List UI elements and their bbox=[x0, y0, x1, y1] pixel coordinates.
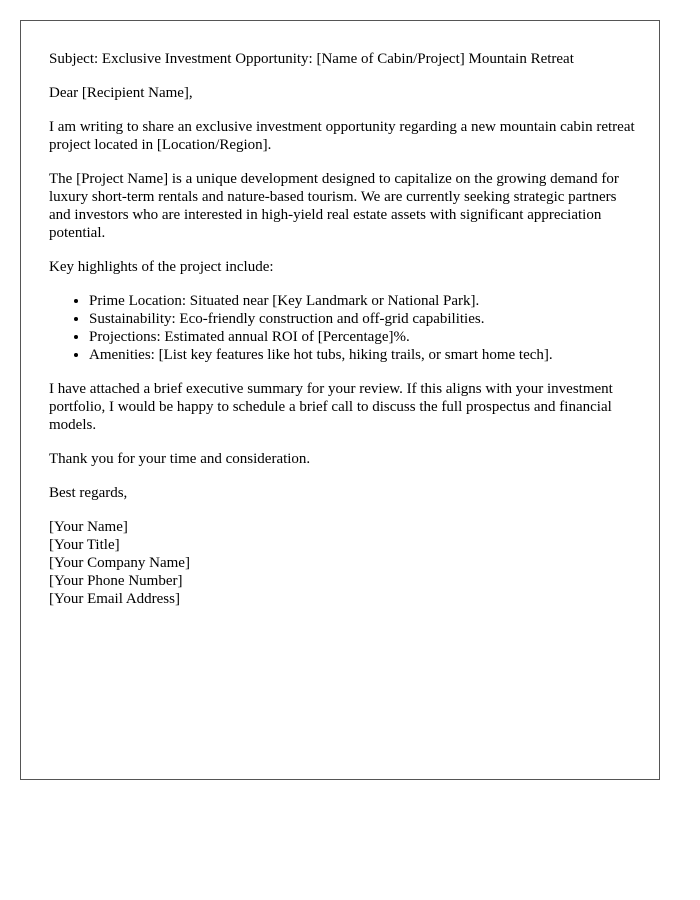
signature-email: [Your Email Address] bbox=[49, 591, 180, 607]
attachment-paragraph: I have attached a brief executive summary for your review. If this aligns with your investment portfolio, I would be happy to schedule a brief call to discuss the full prospectus and financial models. bbox=[49, 381, 613, 433]
signature-company: [Your Company Name] bbox=[49, 555, 190, 571]
highlights-intro: Key highlights of the project include: bbox=[49, 259, 274, 275]
highlight-item-amenities: • Amenities: [List key features like hot tubs, hiking trails, or smart home tech]. bbox=[89, 346, 639, 364]
highlight-item-location: • Prime Location: Situated near [Key Landmark or National Park]. bbox=[89, 292, 639, 310]
signature-phone: [Your Phone Number] bbox=[49, 573, 183, 589]
signature-block bbox=[49, 518, 639, 608]
highlight-item-projections: • Projections: Estimated annual ROI of [Percentage]%. bbox=[89, 328, 639, 346]
letter-frame bbox=[20, 20, 660, 780]
letter-body bbox=[49, 50, 639, 608]
salutation: Dear [Recipient Name], bbox=[49, 85, 193, 101]
closing-line: Best regards, bbox=[49, 485, 128, 501]
signature-title: [Your Title] bbox=[49, 537, 120, 553]
signature-name: [Your Name] bbox=[49, 519, 128, 535]
thanks-paragraph: Thank you for your time and consideration. bbox=[49, 451, 311, 467]
description-paragraph: The [Project Name] is a unique development designed to capitalize on the growing demand for luxury short-term rentals and nature-based tourism. We are currently seeking strategic partners and investors who are interested in high-yield real estate assets with significant appreciation potential. bbox=[49, 171, 619, 241]
highlight-item-sustainability: • Sustainability: Eco-friendly construction and off-grid capabilities. bbox=[89, 310, 639, 328]
subject-line: Subject: Exclusive Investment Opportunity: [Name of Cabin/Project] Mountain Retreat bbox=[49, 51, 574, 67]
highlights-list bbox=[49, 292, 639, 364]
intro-paragraph: I am writing to share an exclusive investment opportunity regarding a new mountain cabin retreat project located in [Location/Region]. bbox=[49, 119, 635, 153]
